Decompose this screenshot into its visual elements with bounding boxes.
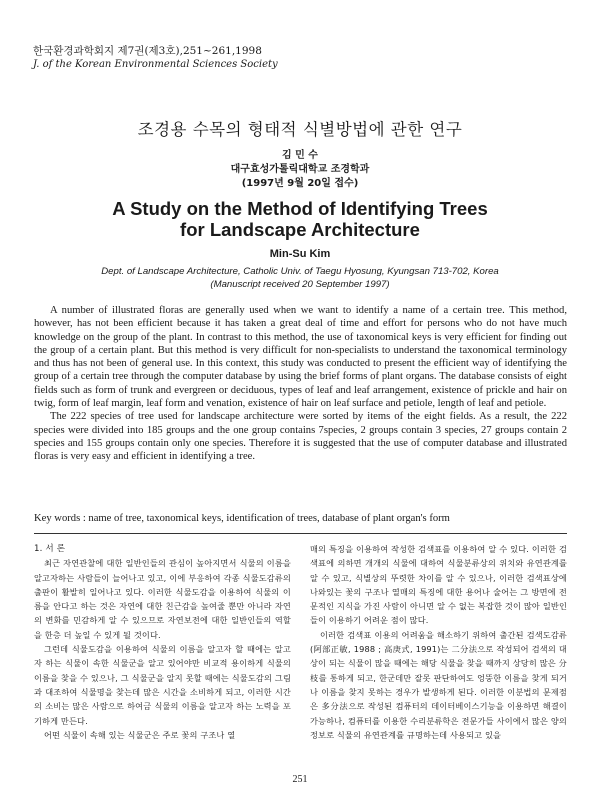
body-paragraph: 이러한 검색표 이용의 어려움을 해소하기 위하여 출간된 검색도감류(阿部正敏, 1988 ; 高庚式, 1991)는 二分法으로 작성되어 검색의 대상이 되는 식물이 많을 때에는 해당 식물을 찾을 때까지 상당히 많은 分枝를 통하게 되고, 한군데만 잘못 판단하여도 엉뚱한 이름을 찾게 되거나 이름을 찾지 못하는 경우가 발생하게 된다. 이러한 이분법의 문제점은 多分法으로 작성된 컴퓨터의 데이터베이스기능을 이용하면 해결이 가능하나, 컴퓨터를 이용한 수리분류학은 전문가들 사이에서 많은 양의 정보로 식물의 유연관계를 규명하는데 사용되고 있을 [310, 629, 567, 740]
section-heading-introduction: 1. 서 론 [34, 544, 66, 554]
body-paragraph: 그런데 식물도감을 이용하여 식물의 이름을 알고자 할 때에는 알고자 하는 식물이 속한 식물군을 알고 있어야만 비교적 용이하게 식물의 이름을 찾을 수 있으나, 그 식물군을 알지 못할 때에는 식물도감의 그림과 대조하여 식물명을 찾는데 많은 시간을 소비하게 되고, 이러한 시간의 소비는 많은 사람으로 하여금 식물의 이름을 알고자 하는 노력을 포기하게 만든다. [34, 644, 291, 726]
journal-citation-korean: 한국환경과학회지 제7권(제3호),251~261,1998 [33, 45, 262, 57]
body-paragraph: 어떤 식물이 속해 있는 식물군은 주로 꽃의 구조나 열 [44, 729, 236, 740]
english-title-line2: for Landscape Architecture [180, 219, 420, 240]
body-column-left [34, 542, 291, 742]
korean-author: 김 민 수 [282, 150, 318, 161]
body-column-right [310, 542, 567, 742]
english-affiliation-block [0, 265, 600, 291]
page-number: 251 [292, 774, 308, 785]
english-author: Min-Su Kim [269, 248, 331, 260]
keywords: Key words : name of tree, taxonomical keys, identification of trees, database of plant organ's form [34, 513, 450, 524]
journal-name-english: J. of the Korean Environmental Sciences Society [33, 59, 278, 70]
english-affiliation: Dept. of Landscape Architecture, Catholic Univ. of Taegu Hyosung, Kyungsan 713-702, Korea [101, 266, 499, 277]
abstract-paragraph-2: The 222 species of tree used for landscape architecture were sorted by items of the eight fields. As a result, the 222 species were divided into 185 groups and the one group contains 7species, 2 groups contain 3 species, 27 groups contain 2 species and 155 groups contain only one species. Therefore it is suggested that the use of computer database and illustrated floras is very easy and efficient in identifying a tree. [34, 411, 567, 463]
english-received-date: (Manuscript received 20 September 1997) [210, 279, 390, 290]
korean-received-date: (1997년 9월 20일 접수) [241, 178, 359, 189]
english-title-line1: A Study on the Method of Identifying Trees [112, 198, 488, 219]
abstract [34, 304, 567, 464]
korean-title: 조경용 수목의 형태적 식별방법에 관한 연구 [137, 120, 463, 139]
body-paragraph: 최근 자연관찰에 대한 일반인들의 관심이 높아지면서 식물의 이름을 알고자하는 사람들이 늘어나고 있고, 이에 부응하여 각종 식물도감류의 출판이 활발히 일어나고 있다. 이러한 식물도감을 이용하여 식물의 이름을 안다고 하는 것은 자연에 대한 친근감을 높여줄 뿐만 아니라 자연의 변화를 민감하게 알 수 있으므로 자연보전에 대한 일반인들의 역할을 한층 더 높일 수 있게 될 것이다. [34, 558, 291, 640]
section-divider [34, 533, 567, 534]
korean-affiliation: 대구효성가톨릭대학교 조경학과 [230, 164, 370, 175]
english-title [0, 198, 600, 240]
abstract-paragraph-1: A number of illustrated floras are generally used when we want to identify a name of a certain tree. This method, however, has not been efficient because it has taken a great deal of time and effort for persons who do not have much knowledge on the group of the plant. In contrast to this method, the use of taxonomical keys is very efficient for finding out the group of a certain plant. But this method is very difficult for non-specialists to understand the taxonomical terminology and thus has not been of general use. In this context, this study was conducted to present the efficient way of identifying the group of a certain tree through the computer database by using the brief forms of plant organs. The database consists of eight fields such as form of trunk and evergreen or deciduous, types of leaf and leaf arrangement, existence of prickle and hair on twig, form of leaf margin, leaf form and venation, existence of hair on leaf surface and petiole, length of leaf and petiole. [34, 305, 567, 410]
body-paragraph: 매의 특징을 이용하여 작성한 검색표를 이용하여 알 수 있다. 이러한 검색표에 의하면 개개의 식물에 대하여 식물분류상의 위치와 유연관계를 알 수 있고, 식별상의 뚜렷한 차이를 알 수 있으나, 이러한 검색표상에 나와있는 꽃의 구조나 열매의 특징에 대한 용어나 술어는 그 방면에 전문적인 지식을 가진 사람이 아니면 알 수 없는 복잡한 것이 많아 일반인들이 이용하기 어려운 점이 많다. [310, 544, 567, 626]
journal-header [33, 44, 393, 72]
